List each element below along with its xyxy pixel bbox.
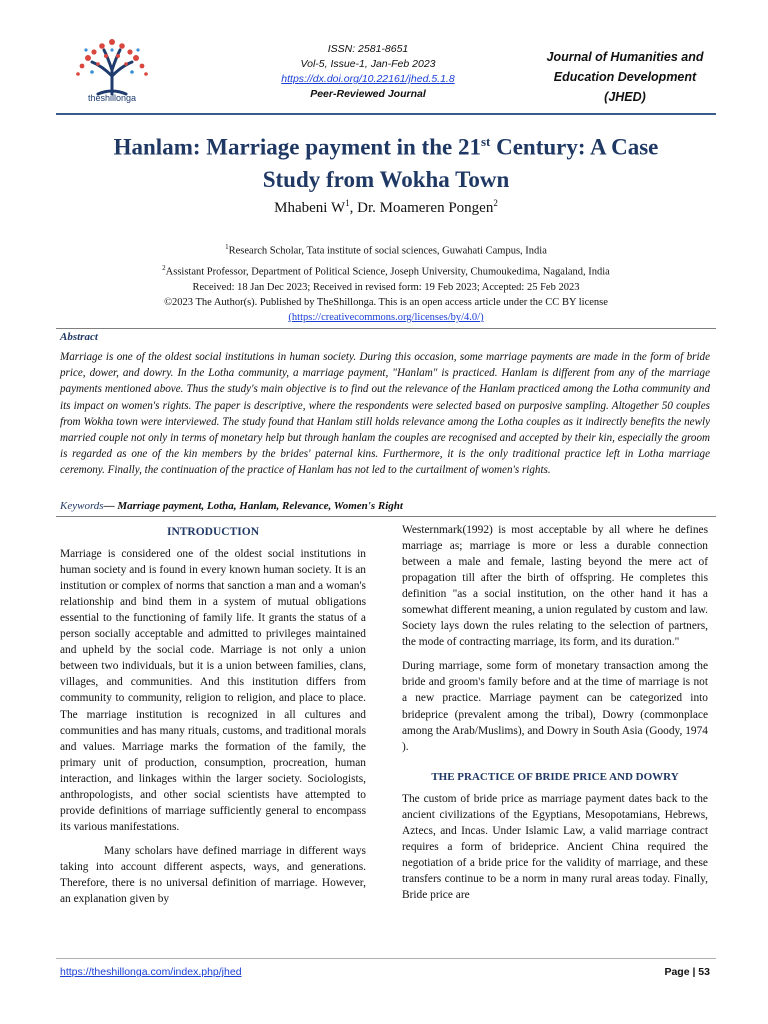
paragraph: Many scholars have defined marriage in different ways taking into account different aspects, ways, and generations. Therefore, there is no universal definition of marriage. However, an explanation given by	[60, 844, 366, 906]
title-part-a: Hanlam: Marriage payment in the 21	[113, 134, 481, 160]
page-number: Page | 53	[664, 966, 710, 978]
footer-divider	[56, 958, 716, 959]
journal-name-line1: Journal of Humanities and	[546, 50, 704, 64]
peer-reviewed-label: Peer-Reviewed Journal	[310, 88, 426, 100]
abstract-divider	[56, 328, 716, 329]
logo-wordmark: theshillonga	[87, 93, 137, 103]
right-column	[402, 522, 708, 911]
received-dates: Received: 18 Jan Dec 2023; Received in revised form: 19 Feb 2023; Accepted: 25 Feb 2023	[192, 282, 580, 293]
abstract-heading: Abstract	[60, 331, 98, 343]
left-column	[60, 522, 366, 915]
affil-1-sup: 1	[225, 243, 229, 251]
affiliation-2: Assistant Professor, Department of Political Science, Joseph University, Chumoukedima, Nagaland, India	[165, 266, 610, 277]
author-list	[56, 198, 716, 217]
paragraph: Westernmark(1992) is most acceptable by all where he defines marriage as; marriage is more or less a durable connection between a male and female, lasting beyond the mere act of propagation till after the birth of offspring. He completes this definition "as a social institution, on the other hand it has a somewhat different meaning, a union regulated by custom and law. Society lays down the rules relating to the selection of partners, the mode of contracting marriage, its form, and its duration."	[402, 524, 708, 649]
author-1-sup: 1	[345, 198, 350, 208]
affiliations	[56, 239, 716, 280]
header-divider	[56, 113, 716, 115]
title-superscript: st	[480, 134, 491, 149]
author-1: Mhabeni W	[274, 200, 346, 216]
affiliation-1: Research Scholar, Tata institute of social sciences, Guwahati Campus, India	[228, 245, 547, 257]
title-part-c: Study from Wokha Town	[262, 166, 510, 192]
paragraph: Marriage is considered one of the oldest social institutions in human society and is found in every known human society. It is an institution or complex of norms that sanction a man and a woman's relationship and bind them in a system of mutual obligations essential to the functioning of family life. It grants the status of a person socially acceptable and admitted to privileges maintained and upheld by the social code. Marriage is not only a union between two individuals, but it is a union between families, clans, villages, and communities. And this institution differs from community to community, religion to religion, and place to place. The marriage institution is recognized in all cultures and communities and has many rituals, customs, and traditional morals and values. Marriage marks the formation of the family, the primary unit of production, consumption, procreation, human interaction, and linkages within the larger society. Sociologists, anthropologists, and other social scientists have attempted to provide definitions of marriage sufficiently general to encompass its various manifestations.	[60, 548, 366, 833]
publication-dates	[56, 280, 716, 325]
copyright-notice: ©2023 The Author(s). Published by TheShillonga. This is an open access article under the CC BY license	[164, 297, 608, 308]
section-heading-bride-price: THE PRACTICE OF BRIDE PRICE AND DOWRY	[431, 770, 679, 783]
affil-2-sup: 2	[162, 263, 166, 272]
keywords-values: — Marriage payment, Lotha, Hanlam, Relevance, Women's Right	[103, 500, 403, 512]
journal-name-line3: (JHED)	[604, 90, 646, 104]
author-2-sup: 2	[493, 198, 498, 208]
journal-name	[530, 47, 720, 107]
journal-url-link[interactable]: https://theshillonga.com/index.php/jhed	[60, 966, 242, 978]
title-part-b: Century: A Case	[490, 134, 659, 160]
keywords-line	[60, 500, 710, 512]
paragraph: The custom of bride price as marriage payment dates back to the ancient civilizations of the Egyptians, Mesopotamians, Hebrews, Aztecs, and Incas. Under Islamic Law, a valid marriage contract requires a form of brideprice. Ancient China required the negotiation of a bride price for the validity of marriage, and these transfers continue to be a norm in many rural areas today. Finally, Bride price are	[402, 792, 708, 901]
paper-title	[56, 126, 716, 196]
author-2: , Dr. Moameren Pongen	[349, 200, 494, 216]
keywords-label: Keywords	[60, 500, 104, 512]
keywords-divider	[56, 516, 716, 517]
journal-meta	[268, 42, 468, 102]
license-link[interactable]: (https://creativecommons.org/licenses/by/4.0/)	[288, 312, 484, 323]
abstract-text: Marriage is one of the oldest social institutions in human society. During this occasion, some marriage payments are made in the form of bride price, dower, and dowry. In the Lotha community, a marriage payment, "Hanlam" is practiced. Hanlam is different from any of the marriage payments mentioned above. Thus the study's main objective is to find out the relevance of the Hanlam practiced among the Lotha community and its impact on women's rights. The paper is descriptive, where the respondents were selected based on purposive sampling. Altogether 50 couples from Wokha town were interviewed. The study found that Hanlam still holds relevance among the Lotha couples as it indirectly benefits the newly married couple not only in terms of monetary help but through hanlam the couples are recognised and accepted by their kin, especially the groom is regarded as one of the kin members by the brides' paternal kins. Furthermore, it is the only traditional practice left in Lotha marriage ceremony. Finally, the continuation of the practice of Hanlam has not led to the curtailment of women's rights.	[60, 351, 710, 477]
doi-link[interactable]: https://dx.doi.org/10.22161/jhed.5.1.8	[281, 73, 455, 85]
paragraph: During marriage, some form of monetary transaction among the bride and groom's family before and at the time of marriage is not a new practice. Marriage payment can be categorized into brideprice (prevalent among the tribal), Dowry (commonplace among the Arab/Muslims), and Dowry in South Asia (Goody, 1974 ).	[402, 660, 708, 753]
journal-name-line2: Education Development	[553, 70, 697, 84]
volume-issue: Vol-5, Issue-1, Jan-Feb 2023	[300, 58, 436, 70]
issn: ISSN: 2581-8651	[327, 43, 409, 55]
section-heading-introduction: INTRODUCTION	[166, 526, 259, 538]
